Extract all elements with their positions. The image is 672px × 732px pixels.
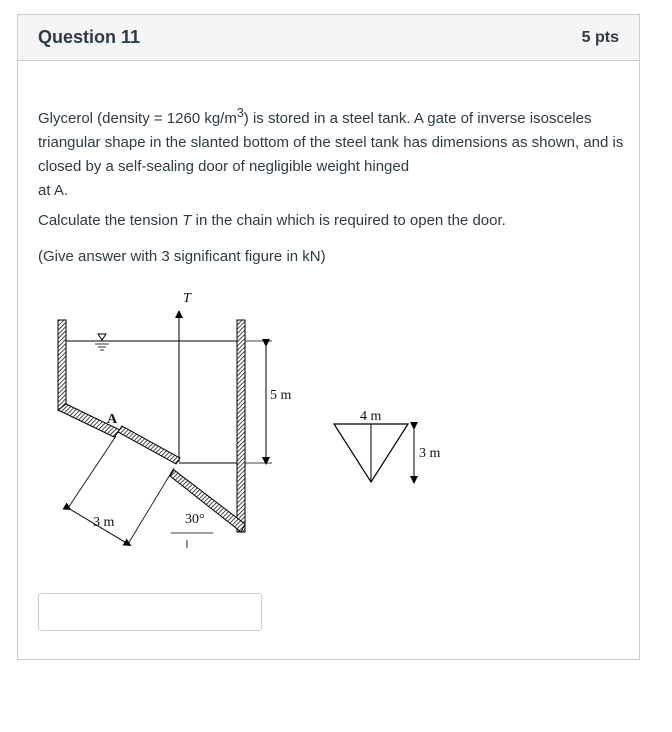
tension-variable: T [182, 212, 192, 229]
question-title: Question 11 [38, 27, 141, 47]
slant-extension-line [128, 468, 174, 544]
answer-instructions [38, 245, 628, 269]
statement-part: ) is stored in a steel tank. A gate of inverse isosceles triangular shape in the slanted bottom of the steel tank has dimensions as shown, and is closed by a self-sealing door of negligible weight hinged [38, 110, 624, 175]
gate-height-label: 3 m [419, 446, 441, 461]
depth-label: 5 m [270, 388, 292, 403]
question-header [18, 15, 639, 61]
question-points: 5 pts [581, 28, 619, 46]
tension-label: T [183, 291, 191, 306]
task-part: Calculate the tension [38, 212, 183, 229]
right-wall [237, 320, 245, 532]
instructions-part: ) [320, 248, 326, 265]
superscript: 3 [236, 106, 244, 120]
problem-statement [38, 101, 628, 203]
instructions-part: (Give answer with 3 significant figure in [38, 248, 303, 265]
answer-input[interactable] [38, 593, 262, 631]
left-wall [58, 320, 66, 410]
slanted-bottom-lower [170, 470, 245, 532]
statement-part: . [63, 182, 69, 199]
hinge-A-label: A [107, 412, 118, 427]
angle-label: 30° [185, 512, 205, 527]
tank-diagram [38, 286, 458, 558]
task-statement [38, 209, 628, 233]
unit-label: kN [302, 248, 321, 265]
gate-door [118, 426, 180, 464]
slant-length-label: 3 m [93, 515, 115, 530]
hinge-label: A [53, 182, 64, 199]
task-part: in the chain which is required to open the door. [191, 212, 506, 229]
gate-width-label: 4 m [360, 409, 382, 424]
slant-extension-line [68, 436, 116, 508]
statement-part: Glycerol (density = 1260 kg/m [38, 110, 237, 127]
surface-symbol-icon [98, 334, 106, 340]
statement-part: at [38, 182, 54, 199]
